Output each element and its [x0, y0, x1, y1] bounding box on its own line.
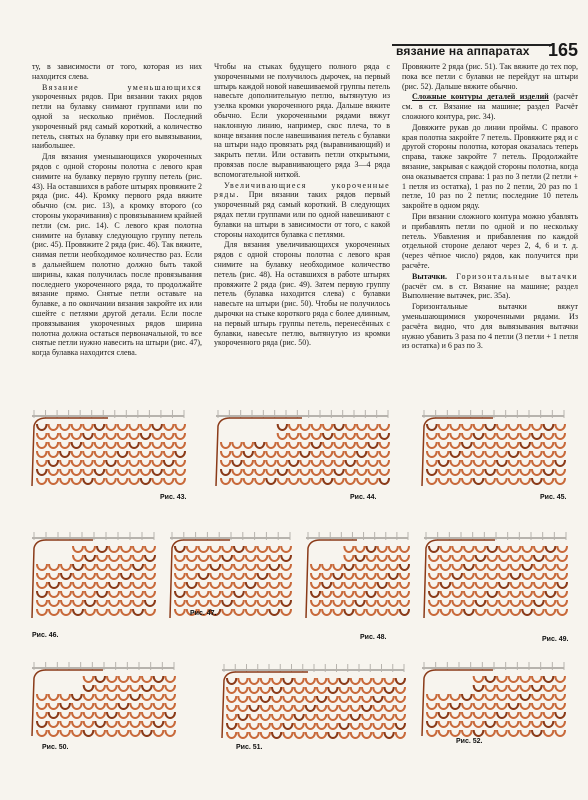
figure-47 [166, 530, 294, 622]
figure-43 [28, 408, 188, 490]
knitting-illustration [302, 530, 412, 622]
knitting-illustration [212, 408, 392, 490]
figure-51 [218, 662, 408, 742]
paragraph: При вязании сложного контура можно убавлять и прибавлять петли по одной и по нескольку петель. Убавления и прибавления по каждой отдельной стороне делают через 2, 4, 6 и т. д. (через чётное число) рядов, как получится при расчёте. [402, 211, 578, 270]
figure-44 [212, 408, 392, 490]
paragraph-body: При вязании таких рядов первый укороченный ряд самый короткий. В следующих рядах петли группами или по одной навешивают с булавки на штыри в зависимости от того, с какой стороны находится булавка с петлями. [214, 190, 390, 239]
figure-50 [28, 660, 178, 740]
knitting-illustration [28, 530, 158, 622]
paragraph: Чтобы на стыках будущего полного ряда с укороченными не получилось дырочек, на первый штырь каждой новой навешиваемой группы петель навесьте дополнительную петлю, вытянутую из узелка кромки укороченного ряда. Дальше вяжите обычно. Если укороченными рядами вяжут наклонную линию, например, скос плеча, то в конце вязания после навешивания петель с булавки на штыри надо провязать ряд (выравнивающий) и закрыть петли. Или оставить петли открытыми, провязав после выравнивающего ряда 3—4 ряда вспомогательной ниткой. [214, 62, 390, 179]
figure-caption: Рис. 45. [540, 494, 567, 501]
knitting-illustration [418, 408, 568, 490]
knitting-illustration [418, 660, 568, 740]
paragraph-body: укороченных рядов. При вязании таких рядов петли на булавку снимают группами или по одной за несколько приёмов. Последний укороченный ряд самый короткий, а количество петель, снятых на булавку при его вывязывании, наибольшее. [32, 92, 202, 151]
knitting-illustration [420, 530, 570, 622]
figure-46 [28, 530, 158, 622]
paragraph: Для вязания увеличивающихся укороченных рядов с одной стороны полотна с левого края снимите на булавку необходимое количество петель (рис. 48). На оставшихся в работе штырях провяжите 2 ряда (рис. 49). Затем первую группу петель (булавка находится слева) с булавки навесьте на штыри (рис. 50). Чтобы не получилось дырочки на стыке короткого ряда с более длинным, на первый штырь группы петель, перенесённых с булавки, навесьте петлю, вытянутую из кромки укороченного ряда (рис. 50). [214, 240, 390, 348]
paragraph: Для вязания уменьшающихся укороченных рядов с одной стороны полотна с левого края снимите на булавку первую группу петель (рис. 43). На оставшихся в работе штырях провяжите 2 ряда (рис. 44). Кромку первого ряда вяжите обычно (см. рис. 13), а кромку второго (со стороны укорачивания) с провязыванием крайней петли (см. рис. 14). С левого края полотна снимите на булавку следующую группу петель (рис. 45). Провяжите 2 ряда (рис. 46). Так вяжите, снимая петли необходимое количество раз. Если в дальнейшем полотно должно быть такой ширины, какая получилась после провязывания последнего укороченного ряда, то продолжайте вязание прямо. Снятые петли оставьте на булавке, а по окончании вязания закройте их или сшейте с петлями другой детали. Если после провязывания укороченных рядов ширина полотна должна остаться первоначальной, то все снятые петли нужно навесить на штыри (рис. 47), когда булавка находится слева. [32, 152, 202, 358]
page-number: 165 [548, 40, 579, 60]
figure-caption: Рис. 47. [190, 610, 217, 617]
paragraph: ту, в зависимости от того, которая из них находится слева. [32, 62, 202, 81]
paragraph-lead-spaced: Горизонтальные вытачки [456, 271, 578, 281]
figure-caption: Рис. 50. [42, 744, 69, 751]
figure-caption: Рис. 49. [542, 636, 569, 643]
paragraph-lead: Вытачки. [412, 271, 448, 281]
knitting-illustration [28, 660, 178, 740]
paragraph [402, 272, 578, 301]
figure-48 [302, 530, 412, 622]
paragraph [402, 92, 578, 121]
paragraph: Горизонтальные вытачки вяжут уменьшающимися укороченными рядами. Из расчёта видно, что для вывязывания вытачки нужно убавить 3 раза по 4 петли (3 петли + 1 петля из остатка) и 6 раз по 3. [402, 302, 578, 351]
section-title: вязание на аппаратах [396, 44, 530, 58]
figure-52 [418, 660, 568, 740]
figure-caption: Рис. 43. [160, 494, 187, 501]
paragraph: Провяжите 2 ряда (рис. 51). Так вяжите до тех пор, пока все петли с булавки не перейдут на штыри (рис. 52). Дальше вяжите обычно. [402, 62, 578, 91]
paragraph: Довяжите рукав до линии проймы. С правого края полотна закройте 7 петель. Провяжите ряд и с другой стороны полотна, которая оказалась теперь справа, также закройте 7 петель. Продолжайте вязание, закрывая с каждой стороны полотна, когда она оказывается справа: 1 раз по 3 петли (2 петли + 1 петля из остатка), 1 раз по 2 петли, 20 раз по 1 петле, 10 раз по 2 петли; последние 10 петель закройте в одном ряду. [402, 122, 578, 211]
figure-caption: Рис. 46. [32, 632, 59, 639]
figure-49 [420, 530, 570, 622]
paragraph-lead: Вязание уменьшающихся [42, 82, 202, 92]
knitting-illustration [166, 530, 294, 622]
knitting-illustration [218, 662, 408, 742]
paragraph [32, 83, 202, 152]
paragraph [214, 181, 390, 240]
figure-caption: Рис. 48. [360, 634, 387, 641]
figure-caption: Рис. 52. [456, 738, 483, 745]
paragraph-body: (расчёт см. в ст. Вязание на машине; раздел Расчёт сложного контура, рис. 34). [402, 92, 579, 121]
figure-caption: Рис. 51. [236, 744, 263, 751]
paragraph-lead: Сложные контуры деталей изделий [412, 92, 549, 102]
paragraph-lead: Увеличивающиеся укороченные ряды. [214, 180, 390, 200]
text-column-1 [32, 62, 202, 359]
paragraph-body: (расчёт см. в ст. Вязание на машине; раздел Выполнение вытачек, рис. 35а). [402, 281, 578, 301]
figure-45 [418, 408, 568, 490]
text-column-2 [214, 62, 390, 349]
figure-caption: Рис. 44. [350, 494, 377, 501]
text-column-3 [402, 62, 578, 352]
knitting-illustration [28, 408, 188, 490]
